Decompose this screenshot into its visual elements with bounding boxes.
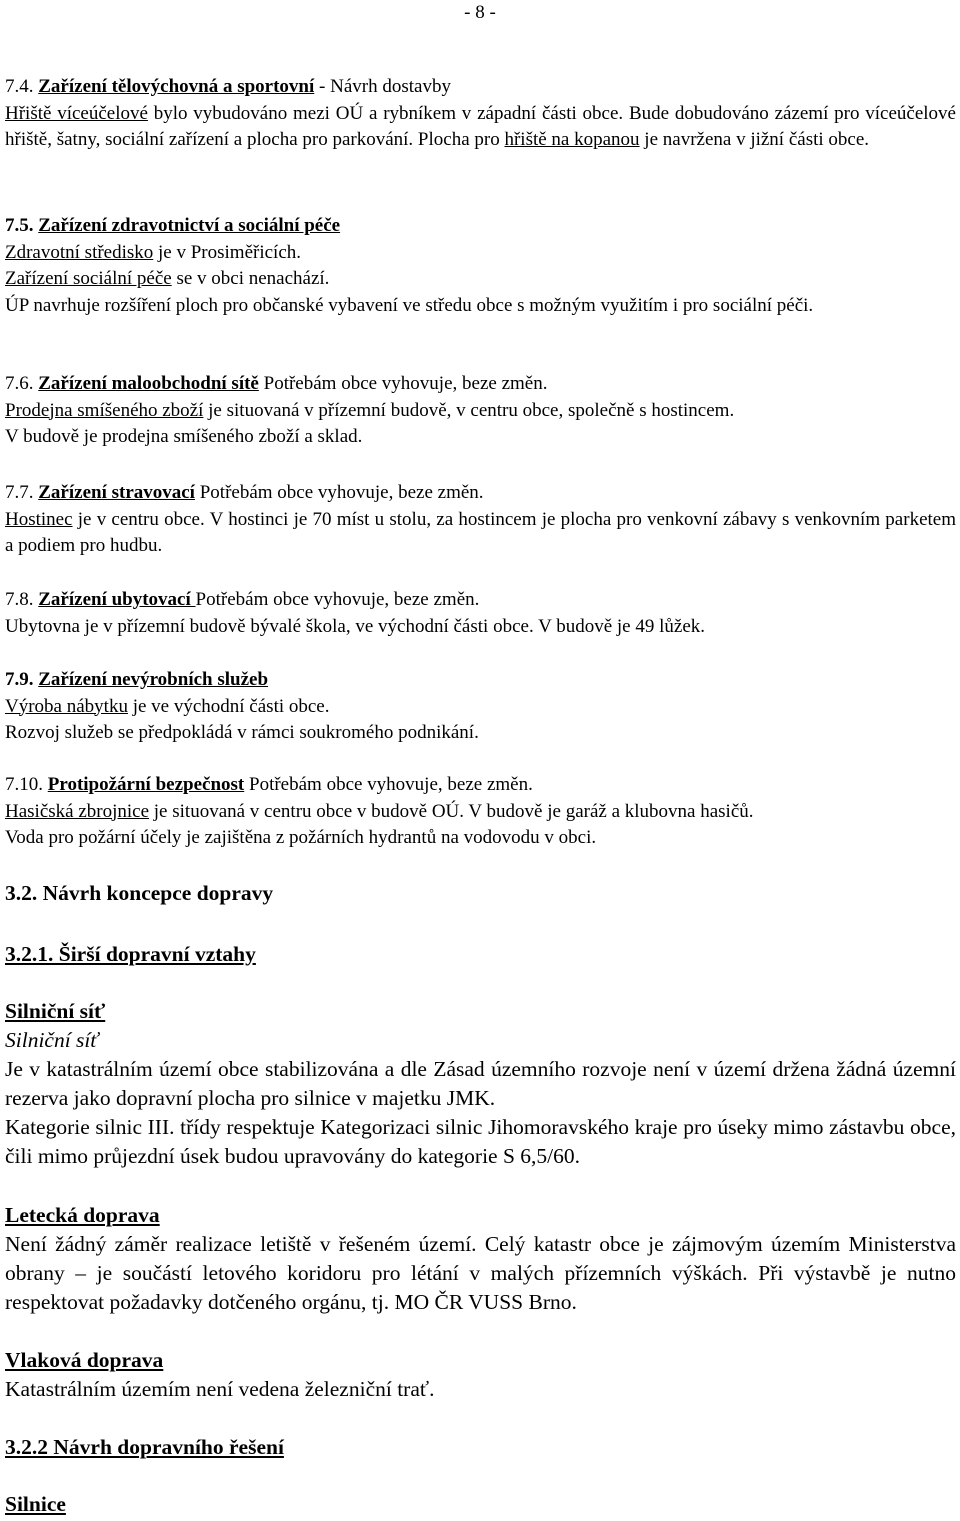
section-7-6 bbox=[5, 371, 956, 451]
section-heading bbox=[5, 480, 956, 507]
section-heading bbox=[5, 667, 956, 694]
line-text: je ve východní části obce. bbox=[127, 695, 330, 717]
subsection-heading: Vlaková doprava bbox=[5, 1348, 164, 1372]
paragraph: Katastrálním územím není vedena železniční trať. bbox=[5, 1377, 435, 1401]
section-heading bbox=[5, 213, 956, 240]
section-7-5 bbox=[5, 213, 956, 319]
line-text: se v obci nenachází. bbox=[171, 268, 330, 289]
subsection-heading: Letecká doprava bbox=[5, 1203, 160, 1227]
section-subtitle: Potřebám obce vyhovuje, beze změn. bbox=[258, 373, 548, 394]
underlined-term: Hostinec bbox=[5, 508, 73, 530]
heading-3-2-2: 3.2.2 Návrh dopravního řešení bbox=[5, 1435, 284, 1459]
section-title: Zařízení ubytovací bbox=[38, 589, 196, 610]
line-text: je situovaná v přízemní budově, v centru obce, společně s hostincem. bbox=[203, 399, 735, 421]
line bbox=[5, 799, 956, 826]
subsection-heading: Silniční síť bbox=[5, 999, 106, 1023]
section-number: 7.9. bbox=[5, 669, 34, 690]
section-letecka-doprava bbox=[5, 1201, 956, 1317]
paragraph: Je v katastrálním území obce stabilizována a dle Zásad územního rozvoje není v území držena žádná územní rezerva jako dopravní plocha pro silnice v majetku JMK. bbox=[5, 1057, 956, 1110]
line bbox=[5, 694, 956, 721]
underlined-term: Výroba nábytku bbox=[5, 695, 128, 717]
paragraph-text: bylo vybudováno mezi OÚ a rybníkem v západní části obce. Bude dobudováno zázemí pro víceúčelové hřiště, šatny, sociální zařízení a plocha pro parkování. Plocha pro bbox=[5, 102, 956, 150]
section-subtitle: Potřebám obce vyhovuje, beze změn. bbox=[195, 589, 480, 610]
underlined-term: Prodejna smíšeného zboží bbox=[5, 399, 204, 421]
page-number: - 8 - bbox=[464, 2, 496, 23]
paragraph-text: je navržena v jižní části obce. bbox=[639, 129, 870, 150]
section-number: 7.6. bbox=[5, 373, 34, 394]
section-number: 7.10. bbox=[5, 774, 43, 795]
heading-3-2: 3.2. Návrh koncepce dopravy bbox=[5, 881, 274, 905]
line-text: je v Prosiměřicích. bbox=[153, 241, 302, 263]
section-7-7 bbox=[5, 480, 956, 560]
section-title: Zařízení maloobchodní sítě bbox=[38, 373, 259, 394]
section-number: 7.8. bbox=[5, 589, 34, 610]
paragraph bbox=[5, 507, 956, 560]
section-heading bbox=[5, 74, 956, 101]
paragraph: ÚP navrhuje rozšíření ploch pro občanské vybavení ve středu obce s možným využitím i pro sociální péči. bbox=[5, 294, 814, 316]
section-7-8 bbox=[5, 587, 956, 640]
section-7-10 bbox=[5, 772, 956, 852]
heading-3-2-1: 3.2.1. Širší dopravní vztahy bbox=[5, 942, 256, 966]
underlined-term: Zdravotní středisko bbox=[5, 241, 154, 263]
paragraph bbox=[5, 101, 956, 154]
line: V budově je prodejna smíšeného zboží a sklad. bbox=[5, 426, 363, 447]
section-7-4 bbox=[5, 74, 956, 154]
section-heading bbox=[5, 587, 956, 614]
paragraph: Kategorie silnic III. třídy respektuje Kategorizaci silnic Jihomoravského kraje pro úseky mimo zástavbu obce, čili mimo průjezdní úsek budou upravovány do kategorie S 6,5/60. bbox=[5, 1115, 956, 1168]
section-7-9 bbox=[5, 667, 956, 747]
section-number: 7.4. bbox=[5, 76, 34, 97]
line: Rozvoj služeb se předpokládá v rámci soukromého podnikání. bbox=[5, 722, 479, 743]
section-title: Zařízení tělovýchovná a sportovní bbox=[38, 76, 315, 97]
section-heading bbox=[5, 371, 956, 398]
line: Ubytovna je v přízemní budově bývalé škola, ve východní části obce. V budově je 49 lůžek. bbox=[5, 615, 706, 637]
section-subtitle: Potřebám obce vyhovuje, beze změn. bbox=[244, 774, 533, 795]
italic-label: Silniční síť bbox=[5, 1028, 99, 1052]
section-subtitle: Potřebám obce vyhovuje, beze změn. bbox=[194, 482, 484, 503]
line bbox=[5, 266, 956, 293]
section-silnicni-sit bbox=[5, 997, 956, 1171]
underlined-term: Hřiště víceúčelové bbox=[5, 102, 148, 124]
line-text: je situovaná v centru obce v budově OÚ. V budově je garáž a klubovna hasičů. bbox=[149, 800, 754, 822]
underlined-term: Hasičská zbrojnice bbox=[5, 800, 150, 822]
section-number: 7.7. bbox=[5, 482, 34, 503]
section-heading bbox=[5, 772, 956, 799]
section-vlakova-doprava bbox=[5, 1346, 956, 1404]
section-number: 7.5. bbox=[5, 215, 34, 236]
paragraph: Není žádný záměr realizace letiště v řešeném území. Celý katastr obce je zájmovým územím Ministerstva obrany – je součástí letového koridoru pro létání v malých přízemních výškách. Při výstavbě je nutno respektovat požadavky dotčeného orgánu, tj. MO ČR VUSS Brno. bbox=[5, 1232, 956, 1314]
line bbox=[5, 398, 956, 425]
underlined-term: Zařízení sociální péče bbox=[5, 268, 172, 289]
section-title: Zařízení nevýrobních služeb bbox=[38, 669, 269, 690]
paragraph-text: je v centru obce. V hostinci je 70 míst u stolu, za hostincem je plocha pro venkovní zábavy s venkovním parketem a podiem pro hudbu. bbox=[5, 508, 956, 556]
line: Voda pro požární účely je zajištěna z požárních hydrantů na vodovodu v obci. bbox=[5, 827, 597, 848]
section-title: Zařízení stravovací bbox=[38, 482, 195, 503]
heading-silnice: Silnice bbox=[5, 1492, 66, 1516]
section-subtitle: - Návrh dostavby bbox=[314, 76, 451, 97]
underlined-term: hřiště na kopanou bbox=[504, 129, 640, 150]
section-title: Zařízení zdravotnictví a sociální péče bbox=[38, 215, 341, 236]
line bbox=[5, 240, 956, 267]
section-title: Protipožární bezpečnost bbox=[47, 774, 245, 795]
